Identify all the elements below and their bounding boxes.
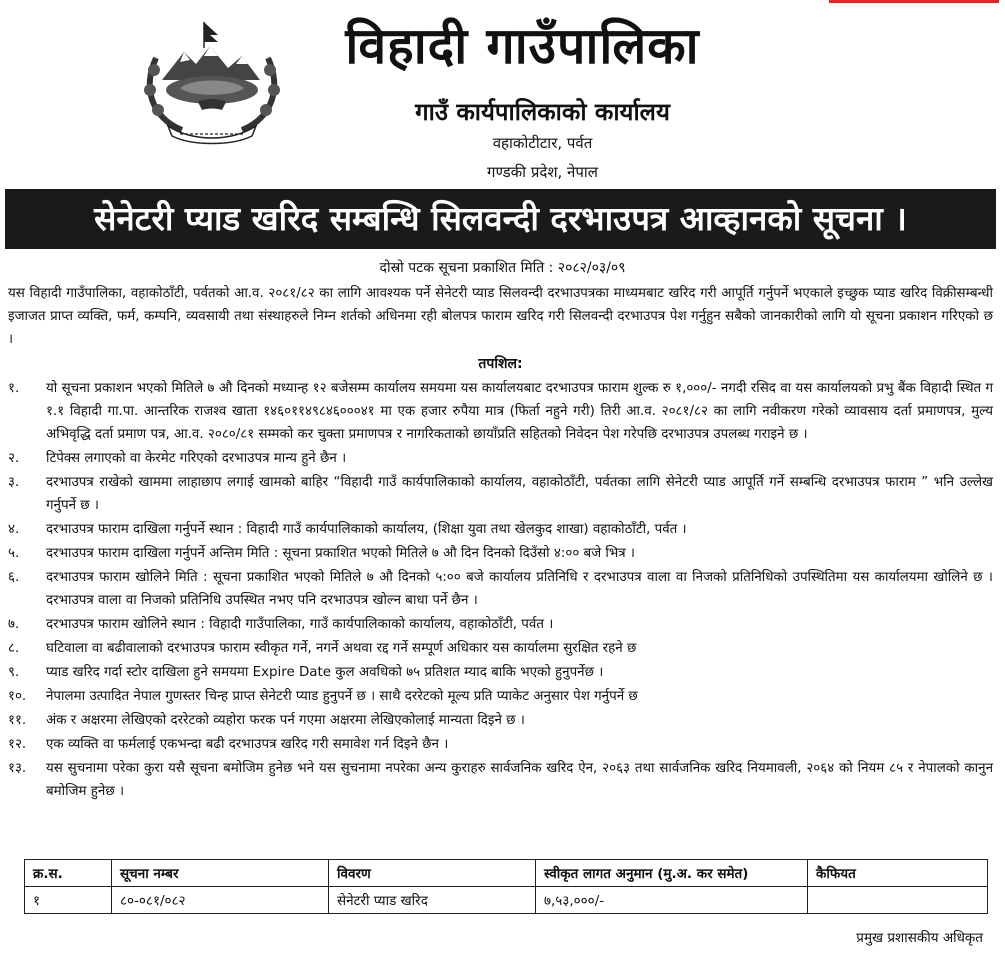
cell-serial: १ [25, 887, 112, 914]
notice-title-banner: सेनेटरी प्याड खरिद सम्बन्धि सिलवन्दी दरभाउपत्र आव्हानको सूचना । [5, 189, 996, 249]
signatory-title: प्रमुख प्रशासकीय अधिकृत [856, 930, 983, 946]
header-cell-description: विवरण [329, 860, 536, 887]
list-item: ७. दरभाउपत्र फाराम खोलिने स्थान : विहादी गाउँपालिका, गाउँ कार्यपालिकाको कार्यालय, वहाकोठाँटी, पर्वत । [8, 617, 554, 632]
list-item: २. टिपेक्स लगाएको वा केरमेट गरिएको दरभाउपत्र मान्य हुने छैन । [8, 451, 347, 466]
address-line-2: गण्डकी प्रदेश, नेपाल [487, 163, 598, 181]
office-name: गाउँ कार्यपालिकाको कार्यालय [415, 98, 670, 126]
details-heading: तपशिल: [478, 356, 523, 372]
list-item: ३. दरभाउपत्र राखेको खाममा लाहाछाप लगाई खामको बाहिर “विहादी गाउँ कार्यपालिकाको कार्यालय, वहाकोठाँटी, पर्वतका लागि सेनेटरी प्याड आपूर्ति गर्ने सम्बन्धि दरभाउपत्र फाराम ” भनि उल्लेख गर्नुपर्ने छ । [8, 475, 993, 513]
list-item: ५. दरभाउपत्र फाराम दाखिला गर्नुपर्ने अन्तिम मिति : सूचना प्रकाशित भएको मितिले ७ औ दिन दिनको दिउँसो ४:०० बजे भित्र । [8, 546, 635, 561]
cell-description: सेनेटरी प्याड खरिद [329, 887, 536, 914]
municipality-name: विहादी गाउँपालिका [345, 17, 700, 75]
table-header-row [25, 860, 988, 887]
list-item: ११. अंक र अक्षरमा लेखिएको दररेटको व्यहोरा फरक पर्न गएमा अक्षरमा लेखिएकोलाई मान्यता दिइने छ । [8, 713, 525, 728]
list-item: १०. नेपालमा उत्पादित नेपाल गुणस्तर चिन्ह प्राप्त सेनेटरी प्याड हुनुपर्ने छ । साथै दररेटको मूल्य प्रति प्याकेट अनुसार पेश गर्नुपर्ने छ [8, 689, 638, 704]
list-item: ४. दरभाउपत्र फाराम दाखिला गर्नुपर्ने स्थान : विहादी गाउँ कार्यपालिकाको कार्यालय, (शिक्षा युवा तथा खेलकुद शाखा) वहाकोठाँटी, पर्वत । [8, 522, 687, 537]
list-item: १२. एक व्यक्ति वा फर्मलाई एकभन्दा बढी दरभाउपत्र खरिद गरी समावेश गर्न दिइने छैन । [8, 737, 449, 752]
tender-summary-table [24, 859, 988, 914]
table-row [25, 887, 988, 914]
list-item: १३. यस सुचनामा परेका कुरा यसै सूचना बमोजिम हुनेछ भने यस सुचनामा नपरेका अन्य कुराहरु सार्वजनिक खरिद ऐन, २०६३ तथा सार्वजनिक खरिद नियमावली, २०६४ को नियम ८५ र नेपालको कानुन बमोजिम हुनेछ । [8, 761, 993, 799]
intro-paragraph: यस विहादी गाउँपालिका, वहाकोठाँटी, पर्वतको आ.व. २०८१/८२ का लागि आवश्यक पर्ने सेनेटरी प्याड सिलवन्दी दरभाउपत्रका माध्यमबाट खरिद गरी आपूर्ति गर्नुपर्ने भएकाले इच्छुक प्याड खरिद विक्रीसम्बन्धी इजाजत प्राप्त व्यक्ति, फर्म, कम्पनि, व्यवसायी तथा संस्थाहरुले निम्न शर्तको अधिनमा रही बोलपत्र फाराम खरिद गरी सिलवन्दी दरभाउपत्र पेश गर्नुहुन सबैको जानकारीको लागि यो सूचना प्रकाशन गरिएको छ । [8, 286, 993, 347]
header-cell-estimated-cost: स्वीकृत लागत अनुमान (मु.अ. कर समेत) [536, 860, 808, 887]
list-item: ८. घटिवाला वा बढीवालाको दरभाउपत्र फाराम स्वीकृत गर्ने, नगर्ने अथवा रद्द गर्ने सम्पूर्ण अधिकार यस कार्यालमा सुरक्षित रहने छ [8, 641, 637, 656]
list-item: ९. प्याड खरिद गर्दा स्टोर दाखिला हुने समयमा Expire Date कुल अवधिको ७५ प्रतिशत म्याद बाकि भएको हुनुपर्नेछ । [8, 665, 604, 680]
cell-notice-number: ८०-०८१/०८२ [112, 887, 329, 914]
header-cell-serial: क्र.स. [25, 860, 112, 887]
letterhead [0, 0, 1005, 188]
header-cell-remarks: कैफियत [808, 860, 988, 887]
header-cell-notice-number: सूचना नम्बर [112, 860, 329, 887]
list-item: १. यो सूचना प्रकाशन भएको मितिले ७ औ दिनको मध्यान्ह १२ बजेसम्म कार्यालय समयमा यस कार्यालयबाट दरभाउपत्र फाराम शुल्क रु १,०००/- नगदी रसिद वा यस कार्यालयको प्रभु बैंक विहादी स्थित ग १.१ विहादी गा.पा. आन्तरिक राजश्व खाता १४६०११४९८४६०००४१ मा एक हजार रुपैया मात्र (फिर्ता नहुने गरी) तिरी आ.व. २०८१/८२ का लागि नवीकरण गरेको व्यावसाय दर्ता प्रमाणपत्र, मुल्य अभिवृद्धि दर्ता प्रमाण पत्र, आ.व. २०८०/८१ सम्मको कर चुक्ता प्रमाणपत्र र नागरिकताको छायाँप्रति सहितको निवेदन पेश गरेपछि दरभाउपत्र उपलब्ध गराइने छ । [8, 381, 993, 442]
notice-body [8, 282, 993, 804]
cell-estimated-cost: ७,५३,०००/- [536, 887, 808, 914]
list-item: ६. दरभाउपत्र फाराम खोलिने मिति : सूचना प्रकाशित भएको मितिले ७ औ दिनको ५:०० बजे कार्यालय प्रतिनिधि र दरभाउपत्र वाला वा निजको प्रतिनिधिको उपस्थितिमा यस कार्यालयमा खोलिने छ । दरभाउपत्र वाला वा निजको प्रतिनिधि उपस्थित नभए पनि दरभाउपत्र खोल्न बाधा पर्ने छैन । [8, 570, 993, 608]
conditions-list [8, 377, 993, 803]
publication-date: दोस्रो पटक सूचना प्रकाशित मिति : २०८२/०३/०९ [379, 260, 626, 276]
address-line-1: वहाकोटीटार, पर्वत [492, 134, 593, 152]
cell-remarks [808, 887, 988, 914]
